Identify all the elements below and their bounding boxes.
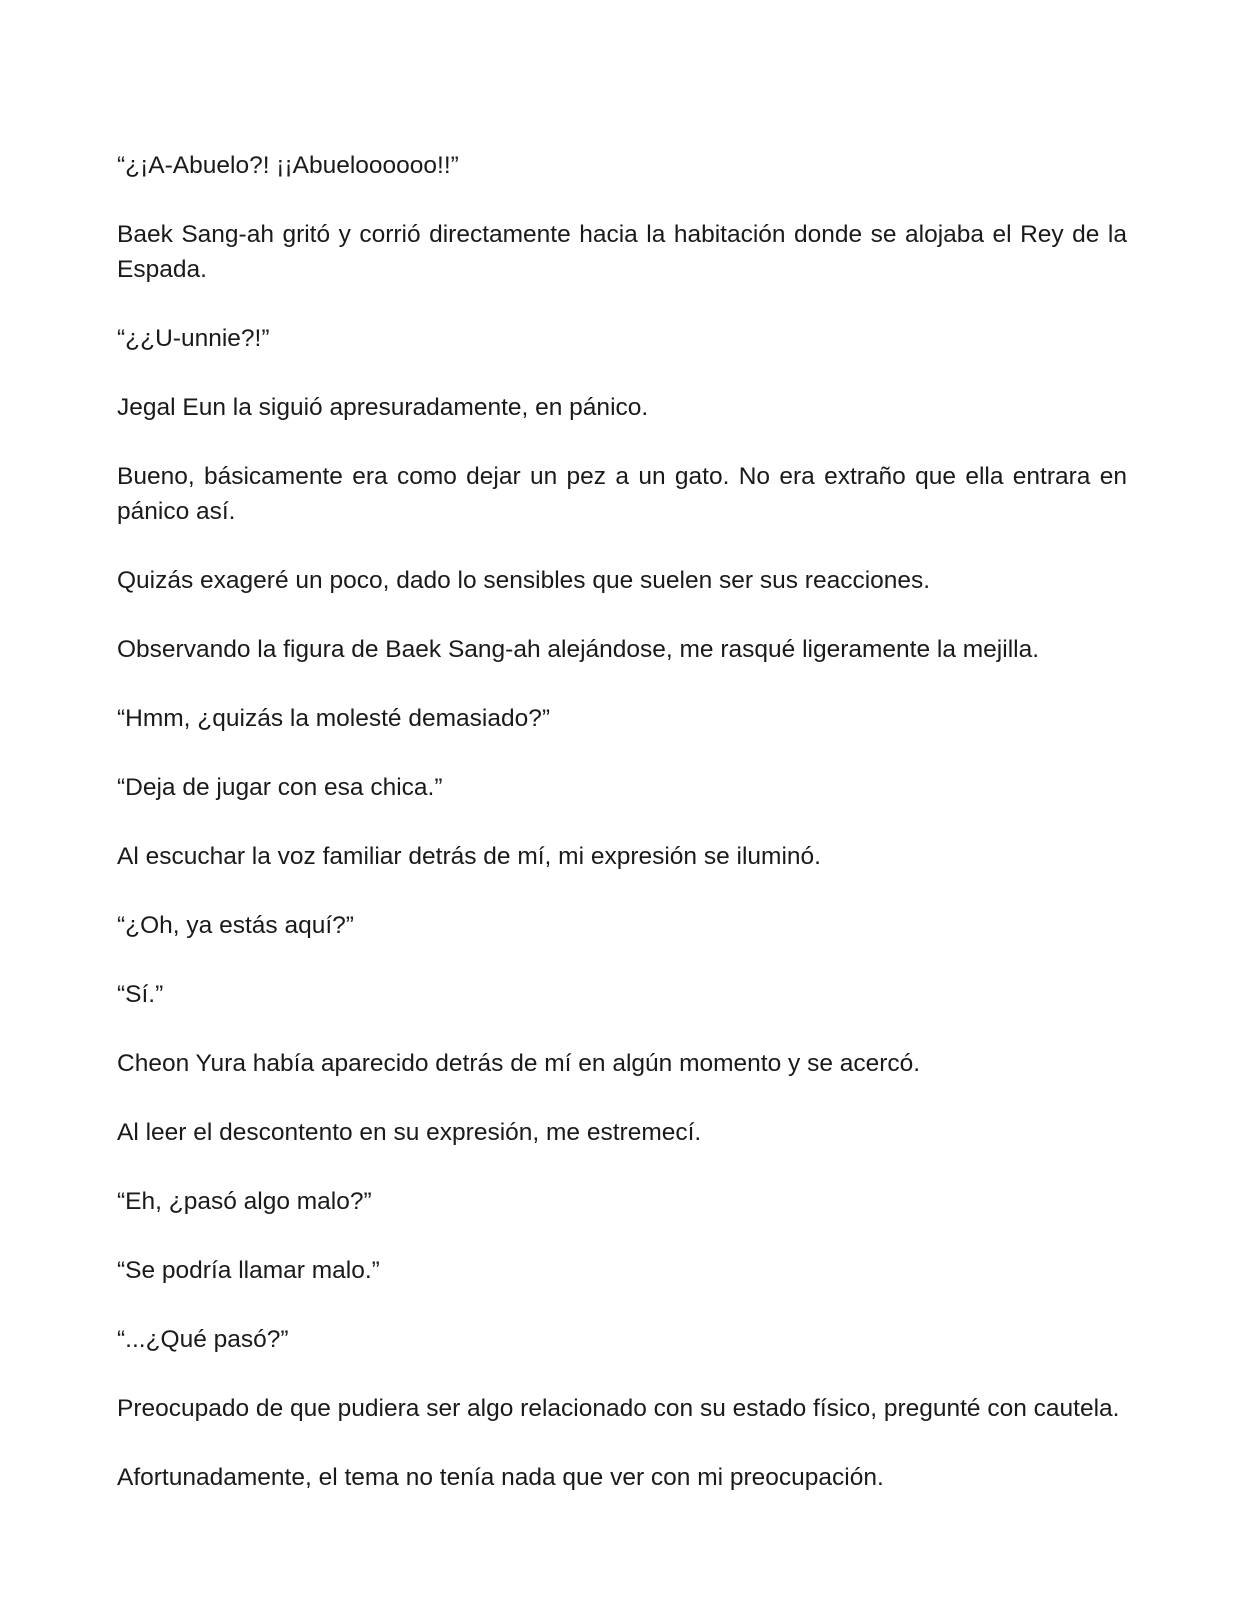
paragraph-18: Preocupado de que pudiera ser algo relacionado con su estado físico, pregunté con cautela. xyxy=(117,1395,1120,1422)
paragraph-19: Afortunadamente, el tema no tenía nada que ver con mi preocupación. xyxy=(117,1464,884,1491)
document-body xyxy=(117,148,1127,1495)
paragraph-5: Bueno, básicamente era como dejar un pez a un gato. No era extraño que ella entrara en pánico así. xyxy=(117,463,1127,525)
paragraph-11: “¿Oh, ya estás aquí?” xyxy=(117,912,354,939)
paragraph-10: Al escuchar la voz familiar detrás de mí, mi expresión se iluminó. xyxy=(117,843,821,870)
paragraph-15: “Eh, ¿pasó algo malo?” xyxy=(117,1188,372,1215)
paragraph-6: Quizás exageré un poco, dado lo sensibles que suelen ser sus reacciones. xyxy=(117,567,931,594)
paragraph-17: “...¿Qué pasó?” xyxy=(117,1326,289,1353)
paragraph-2: Baek Sang-ah gritó y corrió directamente hacia la habitación donde se alojaba el Rey de la Espada. xyxy=(117,221,1127,283)
paragraph-14: Al leer el descontento en su expresión, me estremecí. xyxy=(117,1119,702,1146)
paragraph-12: “Sí.” xyxy=(117,981,164,1008)
paragraph-9: “Deja de jugar con esa chica.” xyxy=(117,774,443,801)
paragraph-8: “Hmm, ¿quizás la molesté demasiado?” xyxy=(117,705,550,732)
paragraph-1: “¿¡A-Abuelo?! ¡¡Abueloooooo!!” xyxy=(117,152,459,179)
paragraph-13: Cheon Yura había aparecido detrás de mí en algún momento y se acercó. xyxy=(117,1050,921,1077)
paragraph-3: “¿¿U-unnie?!” xyxy=(117,325,270,352)
paragraph-4: Jegal Eun la siguió apresuradamente, en pánico. xyxy=(117,394,649,421)
paragraph-16: “Se podría llamar malo.” xyxy=(117,1257,380,1284)
paragraph-7: Observando la figura de Baek Sang-ah alejándose, me rasqué ligeramente la mejilla. xyxy=(117,636,1040,663)
